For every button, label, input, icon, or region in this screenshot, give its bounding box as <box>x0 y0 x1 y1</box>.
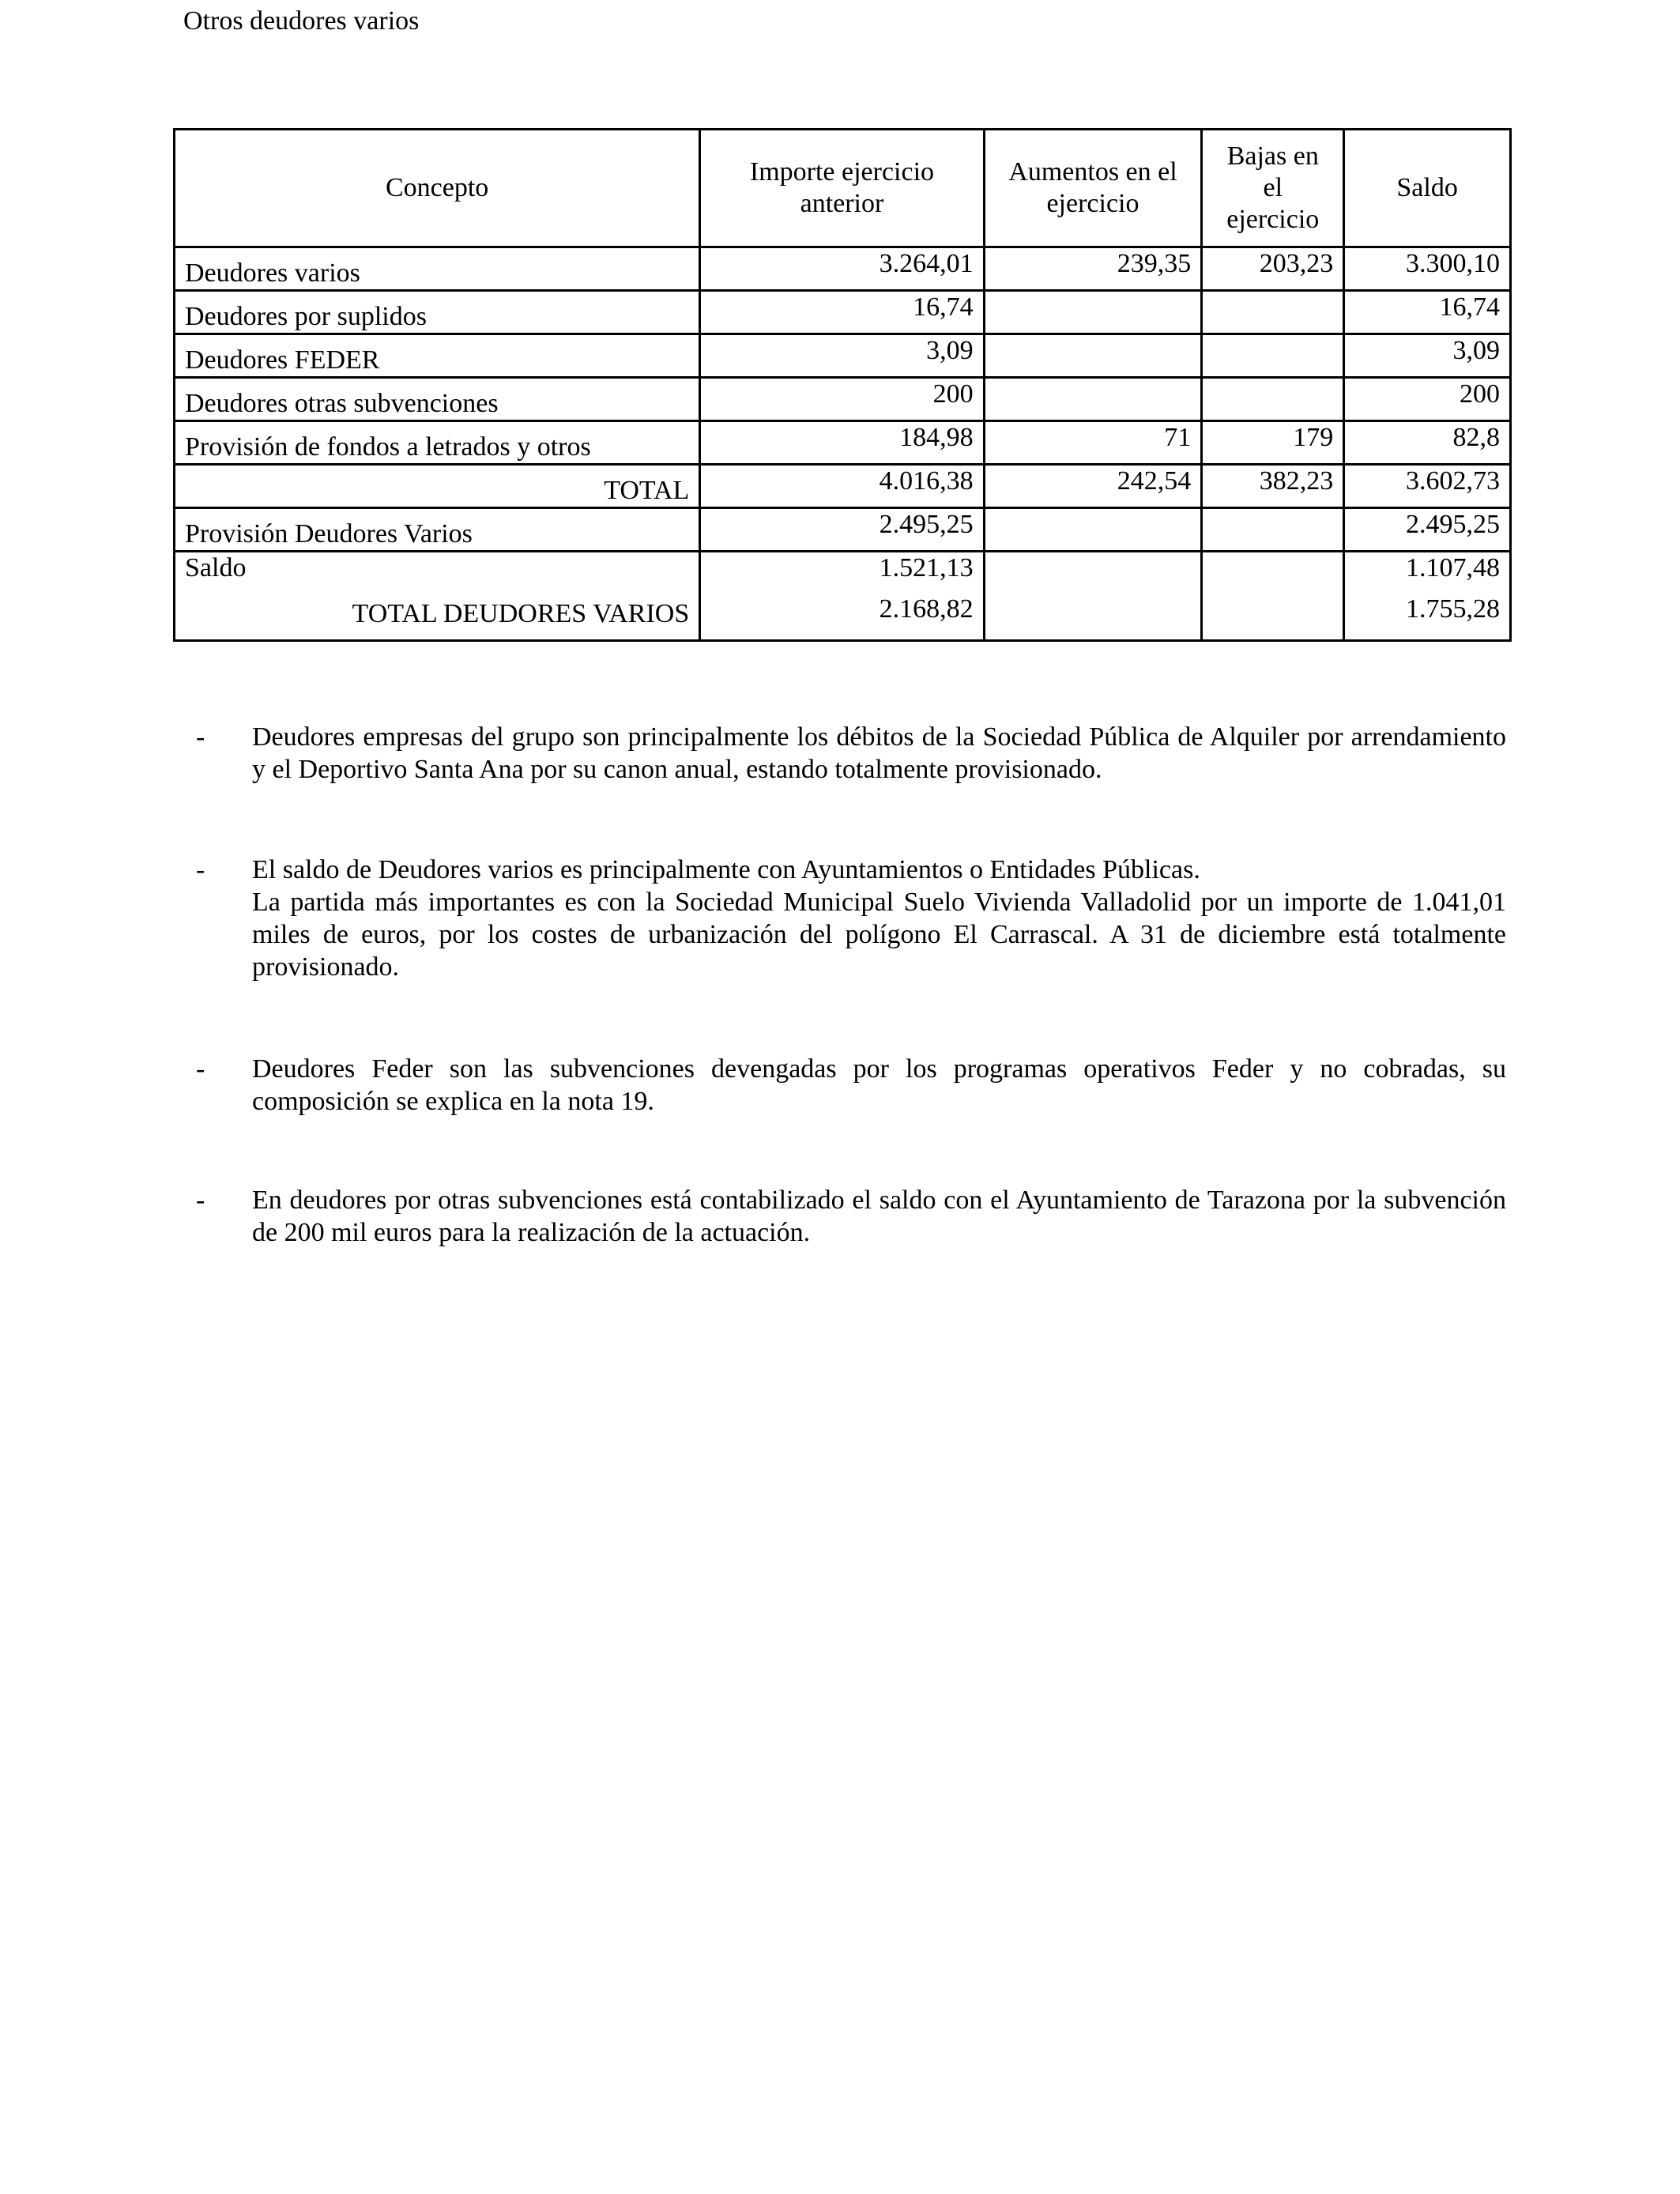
row-aumentos: 239,35 <box>984 247 1202 291</box>
row-importe: 200 <box>700 378 984 421</box>
table-row <box>175 291 1511 334</box>
deudores-table <box>173 128 1512 642</box>
saldo-concepto-cell <box>175 552 700 641</box>
saldo-importe: 1.521,13 <box>879 553 974 582</box>
row-concepto: Deudores varios <box>175 247 700 291</box>
table-row <box>175 378 1511 421</box>
provision-aumentos <box>984 508 1202 552</box>
saldo-importe-cell <box>700 552 984 641</box>
row-bajas <box>1202 334 1344 378</box>
note-4 <box>196 1184 1506 1249</box>
table-row <box>175 421 1511 465</box>
saldo-saldo-cell <box>1344 552 1511 641</box>
note-text: Deudores Feder son las subvenciones devengadas por los programas operativos Feder y no cobradas, su composición se explica en la nota 19. <box>252 1054 1506 1116</box>
row-saldo: 82,8 <box>1344 421 1511 465</box>
header-concepto: Concepto <box>175 130 700 247</box>
note-text: En deudores por otras subvenciones está contabilizado el saldo con el Ayuntamiento de Tarazona por la subvención de 200 mil euros para la realización de la actuación. <box>252 1186 1506 1247</box>
table-header-row <box>175 130 1511 247</box>
row-saldo: 3.300,10 <box>1344 247 1511 291</box>
table-row <box>175 334 1511 378</box>
note-text: El saldo de Deudores varios es principalmente con Ayuntamientos o Entidades Públicas. <box>252 855 1200 884</box>
header-saldo: Saldo <box>1344 130 1511 247</box>
note-text-continued: La partida más importantes es con la Sociedad Municipal Suelo Vivienda Valladolid por un importe de 1.041,01 miles de euros, por los costes de urbanización del polígono El Carrascal. A 31 de diciembre está totalmente provisionado. <box>252 888 1506 982</box>
note-dash: - <box>196 722 205 752</box>
row-importe: 3.264,01 <box>700 247 984 291</box>
total-deudores-saldo: 1.755,28 <box>1406 594 1500 624</box>
note-2 <box>196 854 1506 983</box>
row-bajas <box>1202 291 1344 334</box>
row-concepto: Provisión de fondos a letrados y otros <box>175 421 700 465</box>
total-label: TOTAL <box>175 465 700 508</box>
row-bajas: 203,23 <box>1202 247 1344 291</box>
total-bajas: 382,23 <box>1202 465 1344 508</box>
provision-row <box>175 508 1511 552</box>
note-text: Deudores empresas del grupo son principalmente los débitos de la Sociedad Pública de Alquiler por arrendamiento y el Deportivo Santa Ana por su canon anual, estando totalmente provisionado. <box>252 722 1506 784</box>
note-dash: - <box>196 1186 205 1215</box>
total-row <box>175 465 1511 508</box>
saldo-aumentos-cell <box>984 552 1202 641</box>
header-aumentos: Aumentos en el ejercicio <box>984 130 1202 247</box>
note-1 <box>196 721 1506 786</box>
saldo-saldo: 1.107,48 <box>1406 553 1500 582</box>
note-3 <box>196 1053 1506 1118</box>
row-importe: 16,74 <box>700 291 984 334</box>
total-deudores-importe: 2.168,82 <box>879 594 974 624</box>
total-importe: 4.016,38 <box>700 465 984 508</box>
row-aumentos <box>984 291 1202 334</box>
header-bajas: Bajas en el ejercicio <box>1202 130 1344 247</box>
provision-bajas <box>1202 508 1344 552</box>
row-bajas <box>1202 378 1344 421</box>
row-importe: 184,98 <box>700 421 984 465</box>
provision-label: Provisión Deudores Varios <box>175 508 700 552</box>
row-aumentos: 71 <box>984 421 1202 465</box>
total-aumentos: 242,54 <box>984 465 1202 508</box>
row-bajas: 179 <box>1202 421 1344 465</box>
row-concepto: Deudores por suplidos <box>175 291 700 334</box>
row-saldo: 16,74 <box>1344 291 1511 334</box>
saldo-bajas-cell <box>1202 552 1344 641</box>
row-importe: 3,09 <box>700 334 984 378</box>
saldo-total-row <box>175 552 1511 641</box>
page-heading: Otros deudores varios <box>183 6 420 36</box>
row-concepto: Deudores otras subvenciones <box>175 378 700 421</box>
row-aumentos <box>984 378 1202 421</box>
total-saldo: 3.602,73 <box>1344 465 1511 508</box>
provision-saldo: 2.495,25 <box>1344 508 1511 552</box>
total-deudores-label: TOTAL DEUDORES VARIOS <box>352 599 690 628</box>
row-concepto: Deudores FEDER <box>175 334 700 378</box>
row-aumentos <box>984 334 1202 378</box>
provision-importe: 2.495,25 <box>700 508 984 552</box>
note-dash: - <box>196 1054 205 1084</box>
table-row <box>175 247 1511 291</box>
note-dash: - <box>196 855 205 884</box>
header-importe: Importe ejercicio anterior <box>700 130 984 247</box>
row-saldo: 200 <box>1344 378 1511 421</box>
saldo-label: Saldo <box>185 553 247 582</box>
row-saldo: 3,09 <box>1344 334 1511 378</box>
